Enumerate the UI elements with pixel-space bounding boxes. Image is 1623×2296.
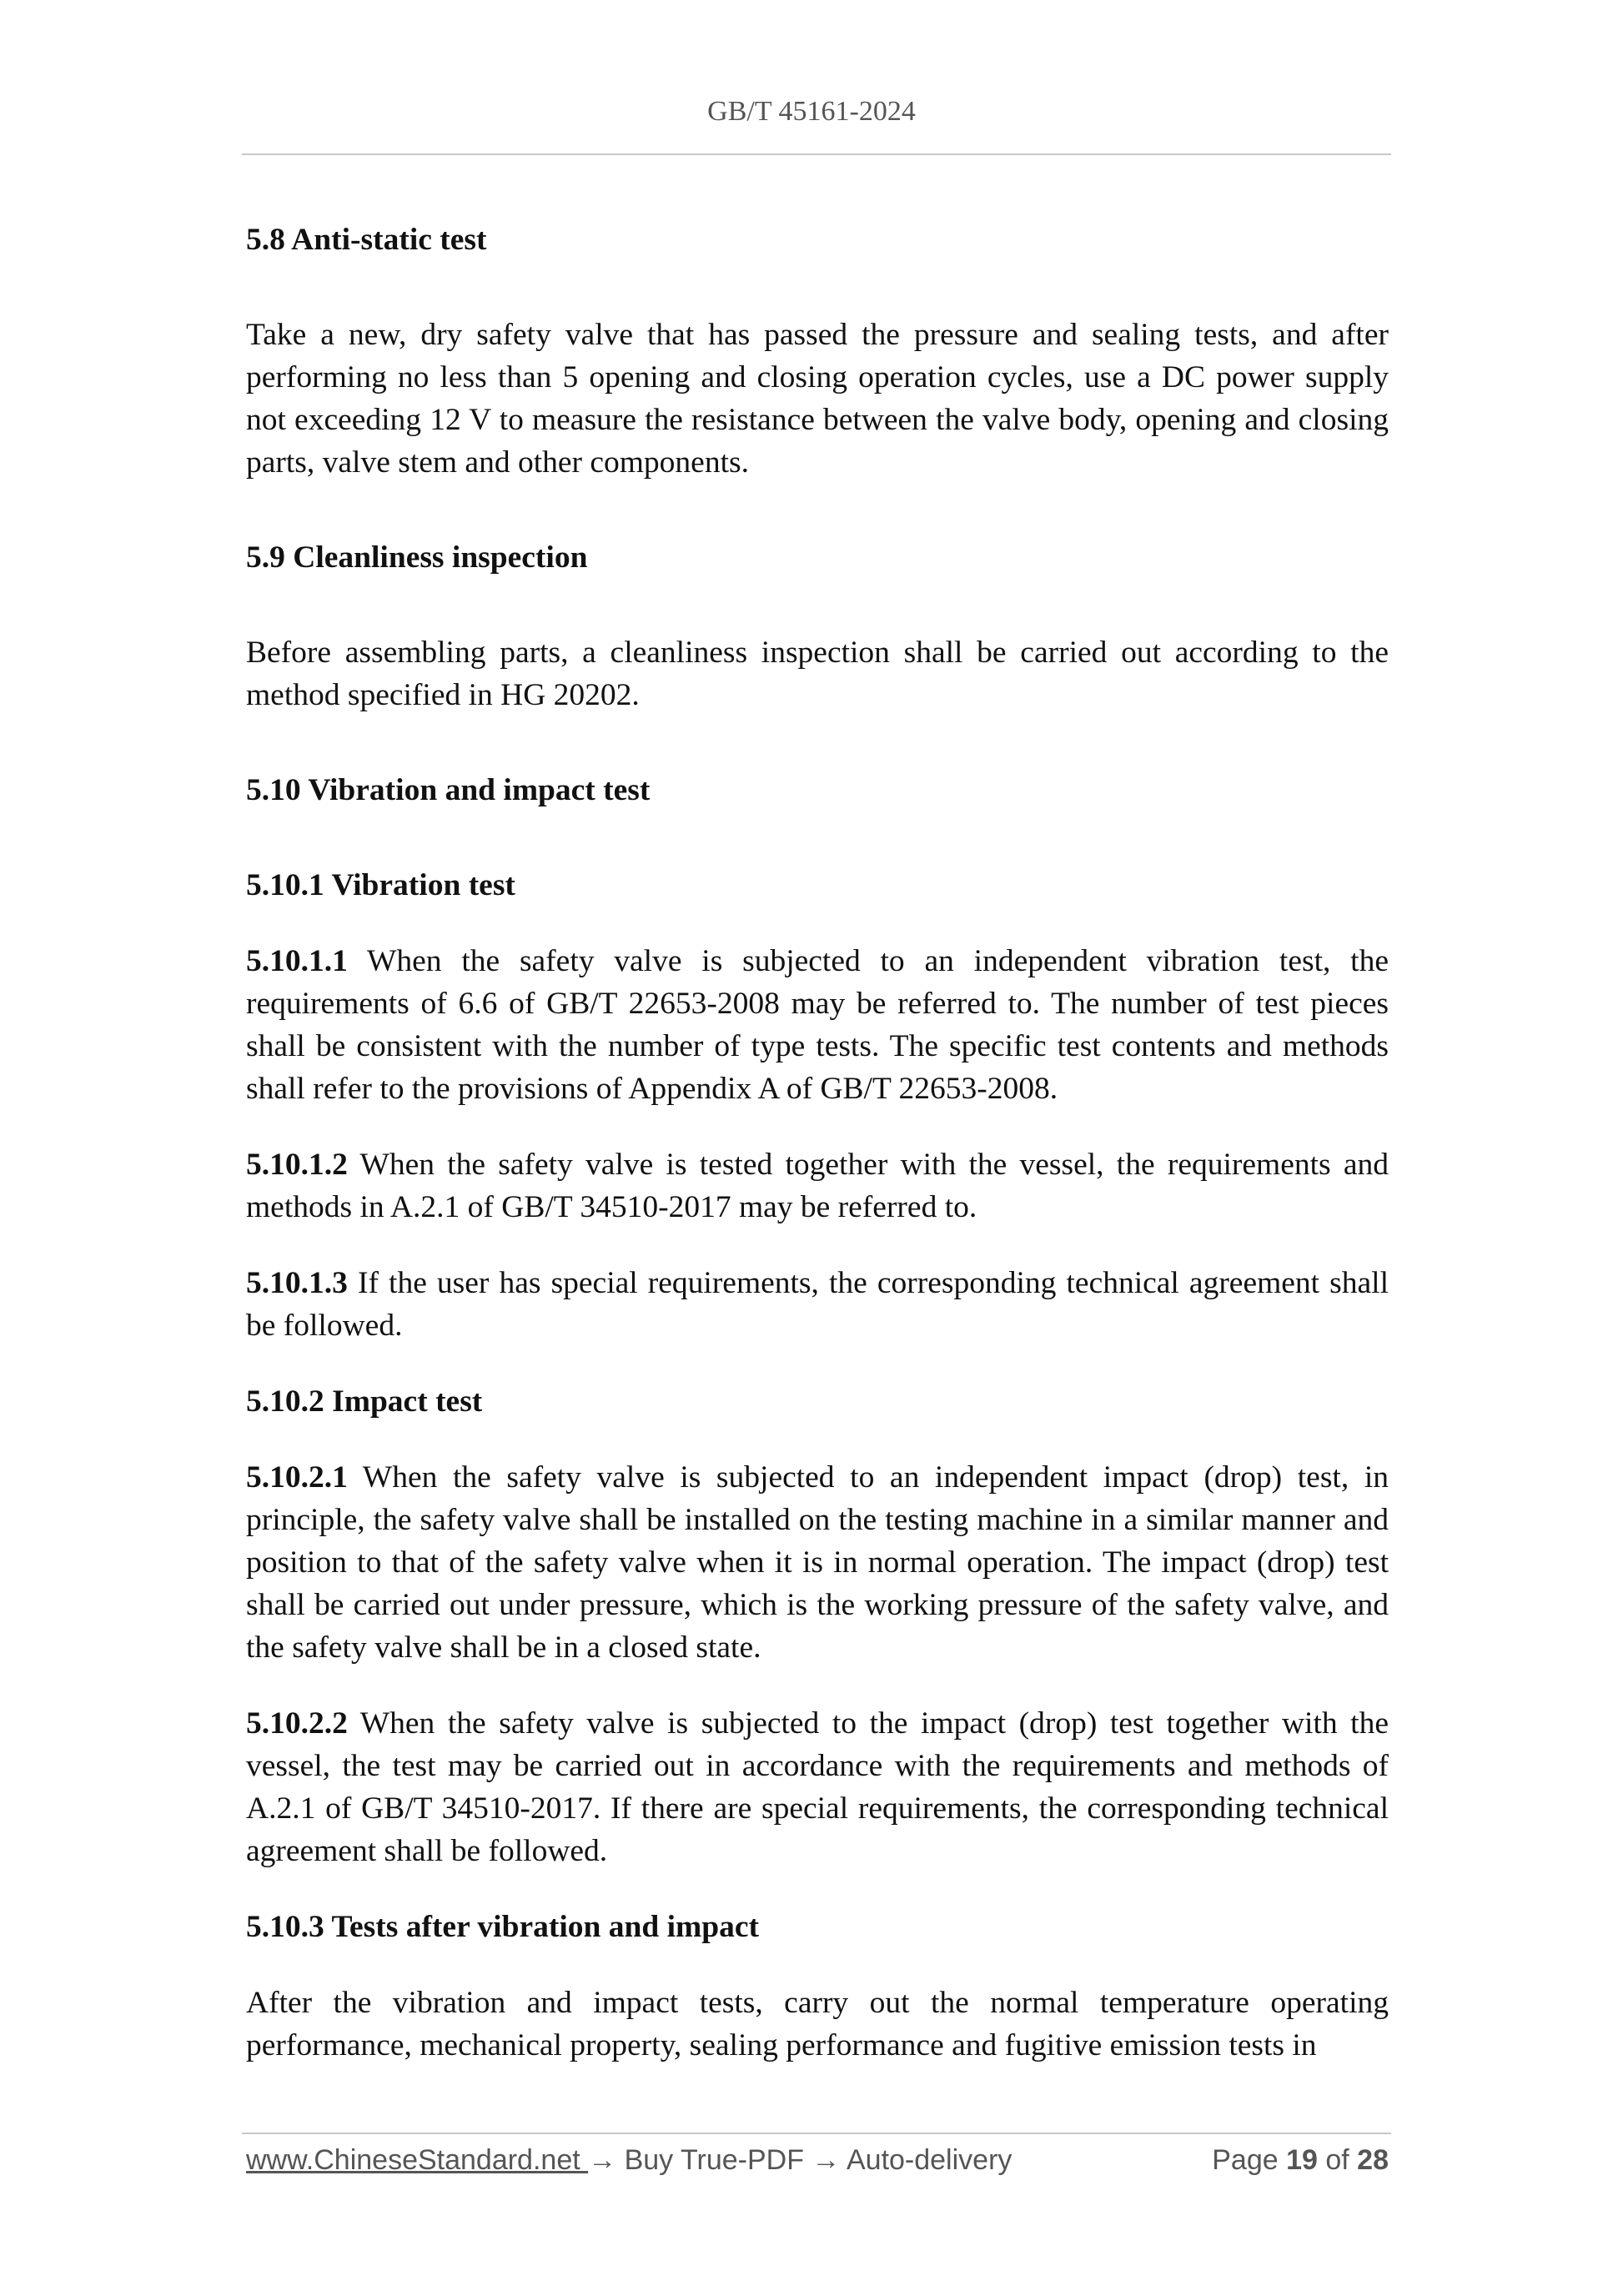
section-heading-5-9: 5.9 Cleanliness inspection	[246, 540, 588, 575]
section-heading-5-10: 5.10 Vibration and impact test	[246, 773, 651, 807]
section-heading-5-8: 5.8 Anti-static test	[246, 223, 487, 257]
clause-number: 5.10.1.1	[246, 944, 348, 978]
section-heading-5-10-2: 5.10.2 Impact test	[246, 1384, 483, 1419]
document-id-header: GB/T 45161-2024	[707, 96, 916, 127]
arrow-right-icon: →	[812, 2144, 841, 2176]
clause-number: 5.10.2.1	[246, 1460, 348, 1495]
clause-number: 5.10.1.2	[246, 1148, 348, 1182]
clause-text: When the safety valve is subjected to an independent vibration test, the requirements of 6.6 of GB/T 22653-2008 may be referred to. The number of test pieces shall be consistent with the number of type tests. The specific test contents and methods shall refer to the provisions of Appendix A of GB/T 22653-2008.	[246, 944, 1389, 1106]
clause-5-10-1-3	[246, 1262, 1389, 1347]
clause-text: When the safety valve is subjected to an independent impact (drop) test, in principle, the safety valve shall be installed on the testing machine in a similar manner and position to that of the safety valve when it is in normal operation. The impact (drop) test shall be carried out under pressure, which is the working pressure of the safety valve, and the safety valve shall be in a closed state.	[246, 1460, 1389, 1665]
footer-divider	[242, 2133, 1391, 2134]
of-label: of	[1317, 2144, 1358, 2176]
page-footer	[246, 2144, 1389, 2186]
website-link[interactable]: www.ChineseStandard.net	[246, 2144, 589, 2176]
page-number	[1212, 2144, 1389, 2177]
auto-delivery-text: Auto-delivery	[840, 2144, 1012, 2176]
section-heading-5-10-3: 5.10.3 Tests after vibration and impact	[246, 1910, 759, 1944]
page-label: Page	[1212, 2144, 1287, 2176]
header-divider	[242, 153, 1391, 155]
clause-number: 5.10.1.3	[246, 1266, 348, 1300]
clause-5-10-2-1	[246, 1456, 1389, 1669]
arrow-right-icon: →	[588, 2144, 617, 2176]
current-page-number: 19	[1286, 2144, 1318, 2176]
clause-5-10-1-1	[246, 940, 1389, 1110]
clause-text: When the safety valve is subjected to the impact (drop) test together with the vessel, the test may be carried out in accordance with the requirements and methods of A.2.1 of GB/T 34510-2017. If there are special requirements, the corresponding technical agreement shall be followed.	[246, 1706, 1389, 1868]
buy-true-pdf-text: Buy True-PDF	[616, 2144, 812, 2176]
clause-text: When the safety valve is tested together with the vessel, the requirements and methods in A.2.1 of GB/T 34510-2017 may be referred to.	[246, 1148, 1389, 1224]
total-page-count: 28	[1357, 2144, 1389, 2176]
paragraph-anti-static: Take a new, dry safety valve that has passed the pressure and sealing tests, and after performing no less than 5 opening and closing operation cycles, use a DC power supply not exceeding 12 V to measure the resistance between the valve body, opening and closing parts, valve stem and other components.	[246, 318, 1389, 480]
section-heading-5-10-1: 5.10.1 Vibration test	[246, 868, 515, 902]
paragraph-tests-after: After the vibration and impact tests, carry out the normal temperature operating performance, mechanical property, sealing performance and fugitive emission tests in	[246, 1986, 1389, 2062]
clause-5-10-2-2	[246, 1702, 1389, 1872]
clause-text: If the user has special requirements, the corresponding technical agreement shall be followed.	[246, 1266, 1389, 1343]
footer-promo	[246, 2144, 1012, 2177]
document-body	[246, 219, 1389, 2067]
paragraph-cleanliness: Before assembling parts, a cleanliness inspection shall be carried out according to the method specified in HG 20202.	[246, 636, 1389, 712]
clause-number: 5.10.2.2	[246, 1706, 348, 1741]
clause-5-10-1-2	[246, 1143, 1389, 1228]
